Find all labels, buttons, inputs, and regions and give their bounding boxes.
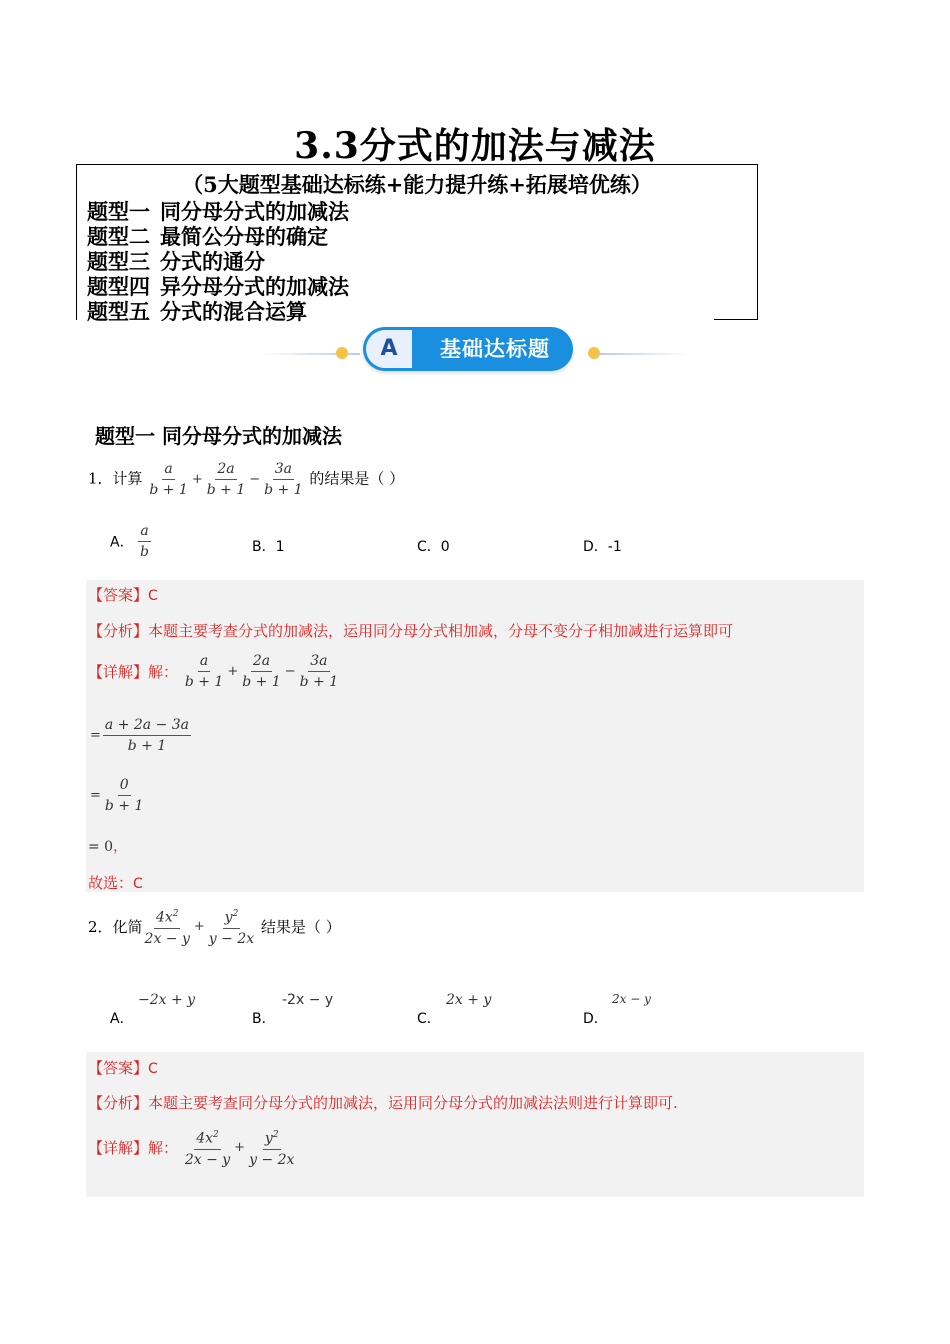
option-a: A． $\frac{a}{b}$ — [110, 523, 149, 560]
toc-item: 题型四 异分母分式的加减法 — [87, 274, 349, 299]
option-d: D．-1 — [583, 539, 622, 555]
option-d-value: 2x − y — [612, 992, 651, 1006]
section-heading: 题型一 同分母分式的加减法 — [95, 424, 342, 448]
toc-subtitle: （5大题型基础达标练+能力提升练+拓展培优练） — [182, 172, 652, 197]
toc-item: 题型一 同分母分式的加减法 — [87, 199, 349, 224]
banner-letter: A — [366, 330, 412, 368]
banner-line-right — [598, 353, 688, 355]
detail-line: 【详解】解： $\frac{4x^2}{2x - y}$ + $\frac{y^2}{y - 2x}$ — [88, 1126, 296, 1169]
toc-box — [76, 164, 758, 324]
option-a: A． — [110, 1011, 134, 1027]
step-1: = $\frac{a + 2a - 3a}{b + 1}$ — [90, 717, 190, 754]
banner-label: 基础达标题 — [440, 337, 550, 361]
answer-line: 【答案】C — [88, 586, 158, 604]
detail-line: 【详解】解： $\frac{a}{b + 1}$ + $\frac{2a}{b + 1}$ − $\frac{3a}{b + 1}$ — [88, 653, 339, 690]
option-d: D． — [583, 1011, 608, 1027]
step-2: = $\frac{0}{b + 1}$ — [90, 777, 144, 814]
toc-box-border — [714, 319, 757, 320]
question-1: 1．计算 $\frac{a}{b + 1}$ + $\frac{2a}{b + 1}$ − $\frac{3a}{b + 1}$ 的结果是（ ） — [88, 461, 405, 498]
toc-item: 题型二 最简公分母的确定 — [87, 224, 328, 249]
toc-item: 题型三 分式的通分 — [87, 249, 265, 274]
banner-dot-left — [336, 347, 348, 359]
option-c: C．0 — [417, 539, 450, 555]
page-title: 3.3分式的加法与减法 — [294, 125, 656, 167]
option-b: B． — [252, 1011, 276, 1027]
step-3: = 0， — [88, 839, 128, 855]
answer-line: 【答案】C — [88, 1059, 158, 1077]
option-c: C． — [417, 1011, 441, 1027]
answer-panel-2 — [86, 1052, 864, 1197]
question-2: 2．化简 $\frac{4x^2}{2x - y}$ + $\frac{y^2}{y - 2x}$ 结果是（ ） — [88, 905, 341, 948]
section-banner — [240, 325, 690, 375]
option-b: B．1 — [252, 539, 285, 555]
option-a-value: −2x + y — [138, 992, 196, 1008]
option-c-value: 2x + y — [446, 992, 492, 1008]
conclusion-line: 故选：C — [88, 874, 143, 892]
analysis-line: 【分析】本题主要考查分式的加减法，运用同分母分式相加减，分母不变分子相加减进行运算即可 — [88, 622, 734, 640]
toc-item: 题型五 分式的混合运算 — [87, 299, 307, 324]
analysis-line: 【分析】本题主要考查同分母分式的加减法，运用同分母分式的加减法法则进行计算即可. — [88, 1094, 678, 1112]
option-b-value: -2x − y — [282, 992, 334, 1008]
